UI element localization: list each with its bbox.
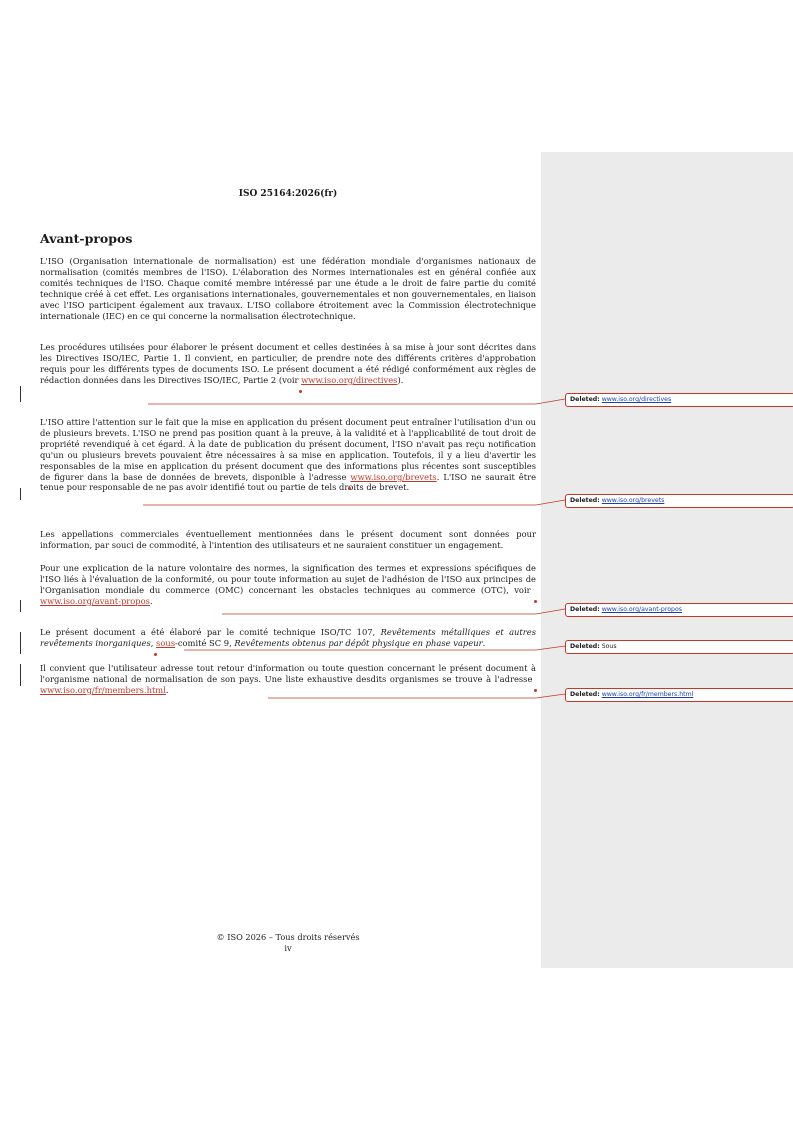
link-members[interactable]: www.iso.org/fr/members.html bbox=[40, 684, 166, 695]
paragraph-5-end: . bbox=[149, 595, 153, 606]
deleted-comment[interactable] bbox=[565, 603, 793, 617]
link-avant-propos[interactable]: www.iso.org/avant-propos bbox=[40, 595, 150, 606]
copyright-notice: © ISO 2026 – Tous droits réservés bbox=[216, 932, 360, 942]
deleted-comment[interactable] bbox=[565, 640, 793, 654]
deleted-comment[interactable] bbox=[565, 393, 793, 407]
document-header: ISO 25164:2026(fr) bbox=[238, 189, 338, 199]
paragraph-2-end: ). bbox=[397, 374, 404, 385]
comment-value[interactable]: www.iso.org/avant-propos bbox=[601, 606, 682, 613]
paragraph-3 bbox=[40, 417, 536, 493]
section-title: Avant-propos bbox=[40, 231, 133, 246]
comment-label: Deleted: bbox=[570, 643, 600, 650]
paragraph-2-text: Les procédures utilisées pour élaborer le présent document et celles destinées à sa mise à jour sont décrites dans les Directives ISO/IEC, Partie 1. Il convient, en particulier, de prendre note des différents critères d'approbation requis pour les différents types de documents ISO. Le présent document a été rédigé conformément aux règles de rédaction données dans les Directives ISO/IEC, Partie 2 (voir bbox=[40, 342, 536, 385]
deleted-comment[interactable] bbox=[565, 494, 793, 508]
paragraph-6-end: . bbox=[482, 637, 486, 648]
paragraph-7-text: Il convient que l'utilisateur adresse tout retour d'information ou toute question concernant le présent document à l'organisme national de normalisation de son pays. Une liste exhaustive desdits organismes se trouve à l'adresse bbox=[40, 663, 536, 684]
paragraph-3-text: L'ISO attire l'attention sur le fait que la mise en application du présent document peut entraîner l'utilisation d'un ou de plusieurs brevets. L'ISO ne prend pas position quant à la preuve, à la validité et à l'applicabilité de tout droit de propriété revendiqué à cet égard. À la date de publication du présent document, l'ISO n'avait pas reçu notification qu'un ou plusieurs brevets pouvaient être nécessaires à sa mise en application. Toutefois, il y a lieu d'avertir les responsables de la mise en application du présent document que des informations plus récentes sont susceptibles de figurer dans la base de données de brevets, disponible à l'adresse bbox=[40, 417, 536, 482]
comment-label: Deleted: bbox=[570, 396, 600, 403]
comment-value: Sous bbox=[601, 643, 617, 650]
link-brevets[interactable]: www.iso.org/brevets bbox=[350, 471, 437, 482]
comments-margin-panel bbox=[541, 152, 793, 968]
paragraph-7-end: . bbox=[165, 684, 169, 695]
paragraph-6-text-a: Le présent document a été élaboré par le comité technique ISO/TC 107, bbox=[40, 627, 381, 637]
paragraph-5-text: Pour une explication de la nature volontaire des normes, la signification des termes et expressions spécifiques de l'ISO liés à l'évaluation de la conformité, ou pour toute information au sujet de l'adhésion de l'ISO aux principes de l'Organisation mondiale du commerce (OMC) concernant les obstacles techniques au commerce (OTC), voir bbox=[40, 563, 536, 595]
deleted-comment[interactable] bbox=[565, 688, 793, 702]
change-bar bbox=[20, 600, 21, 612]
paragraph-6-text-c: -comité SC 9, bbox=[175, 637, 235, 648]
paragraph-2 bbox=[40, 342, 536, 386]
change-bar bbox=[20, 386, 21, 402]
paragraph-6-text-b: , bbox=[150, 637, 157, 648]
comment-label: Deleted: bbox=[570, 606, 600, 613]
comment-value[interactable]: www.iso.org/brevets bbox=[601, 497, 665, 504]
paragraph-6 bbox=[40, 627, 536, 649]
paragraph-4: Les appellations commerciales éventuellement mentionnées dans le présent document sont données pour information, par souci de commodité, à l'intention des utilisateurs et ne sauraient constituer un engagement. bbox=[40, 529, 536, 550]
page-footer bbox=[40, 932, 536, 954]
comment-label: Deleted: bbox=[570, 691, 600, 698]
paragraph-1: L'ISO (Organisation internationale de normalisation) est une fédération mondiale d'organismes nationaux de normalisation (comités membres de l'ISO). L'élaboration des Normes internationales est en général confiée aux comités techniques de l'ISO. Chaque comité membre intéressé par une étude a le droit de faire partie du comité technique créé à cet effet. Les organisations internationales, gouvernementales et non gouvernementales, en liaison avec l'ISO participent également aux travaux. L'ISO collabore étroitement avec la Commission électrotechnique internationale (IEC) en ce qui concerne la normalisation électrotechnique. bbox=[40, 256, 536, 321]
paragraph-3-end: . L'ISO ne saurait être tenue pour responsable de ne pas avoir identifié tout ou partie de tels droits de brevet. bbox=[40, 471, 537, 493]
committee-title: Revêtements métalliques et autres revêtements inorganiques bbox=[40, 627, 536, 648]
change-bar bbox=[20, 632, 21, 654]
comment-label: Deleted: bbox=[570, 497, 600, 504]
paragraph-5 bbox=[40, 563, 536, 607]
change-bar bbox=[20, 664, 21, 686]
subcommittee-title: Revêtements obtenus par dépôt physique en phase vapeur bbox=[234, 637, 483, 648]
comment-value[interactable]: www.iso.org/fr/members.html bbox=[601, 691, 694, 698]
page-number: iv bbox=[284, 943, 292, 953]
change-bar bbox=[20, 488, 21, 500]
inserted-text-sous: sous bbox=[156, 637, 176, 648]
paragraph-7 bbox=[40, 663, 536, 696]
comment-value[interactable]: www.iso.org/directives bbox=[601, 396, 672, 403]
link-directives[interactable]: www.iso.org/directives bbox=[301, 374, 398, 385]
